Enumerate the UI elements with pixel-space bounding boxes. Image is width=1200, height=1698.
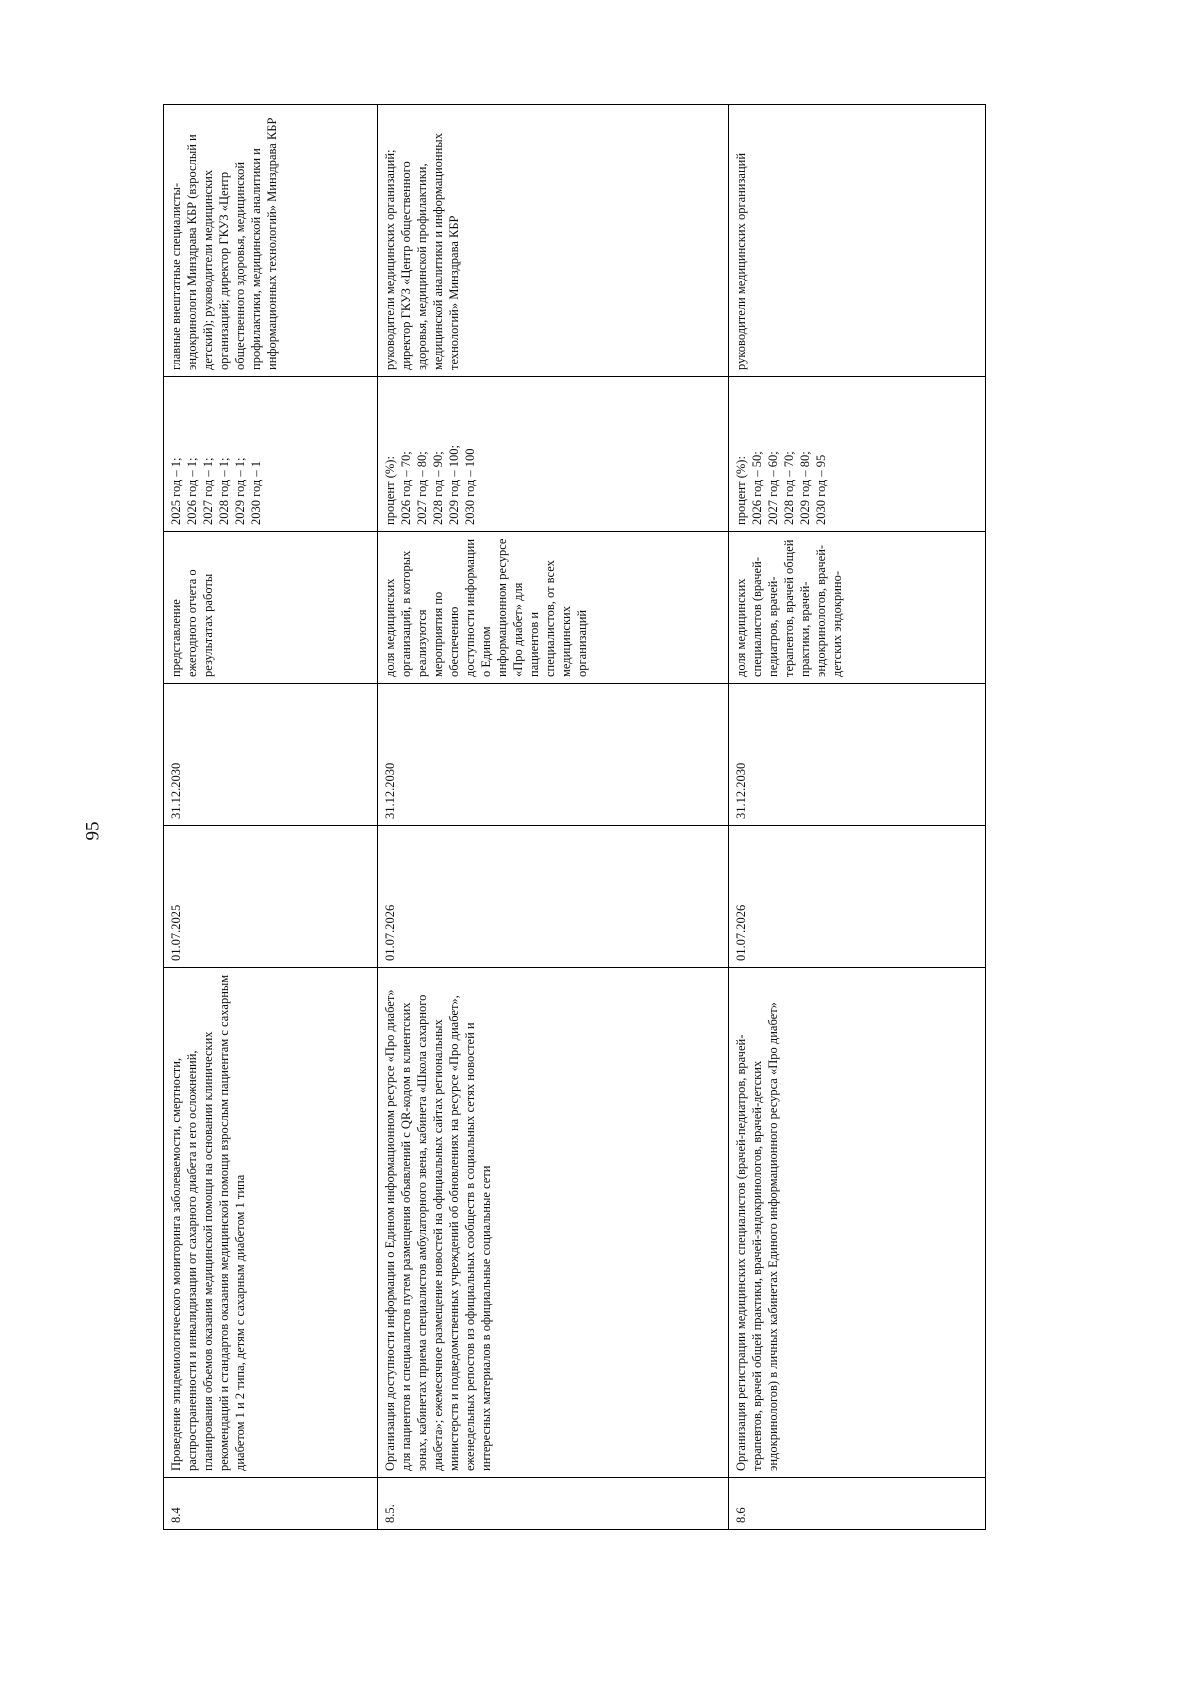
end-date: 31.12.2030 xyxy=(729,684,986,826)
responsible: главные внештатные специалисты-эндокринологи Минздрава КБР (взрослый и детский); руководители медицинских организаций; директор ГКУЗ «Центр общественного здоровья, медицинской профилактики, медицинской аналитики и информационных технологий» Минздрава КБР xyxy=(164,105,378,377)
target-values: процент (%): 2026 год – 50; 2027 год – 60; 2028 год – 70; 2029 год – 80; 2030 год – 95 xyxy=(729,377,986,532)
start-date: 01.07.2026 xyxy=(378,826,729,968)
start-date: 01.07.2025 xyxy=(164,826,378,968)
indicator: доля медицинских специалистов (врачей-педиатров, врачей-терапевтов, врачей общей практики, врачей-эндокринологов, врачей-детских эндокрино- xyxy=(729,532,986,684)
measures-table xyxy=(163,104,986,1530)
table-row xyxy=(378,105,729,1530)
measure-description: Организация регистрации медицинских специалистов (врачей-педиатров, врачей-терапевтов, врачей общей практики, врачей-эндокринологов, врачей-детских эндокринологов) в личных кабинетах Единого информационного ресурса «Про диабет» xyxy=(729,968,986,1478)
responsible: руководители медицинских организаций xyxy=(729,105,986,377)
indicator: представление ежегодного отчета о результатах работы xyxy=(164,532,378,684)
end-date: 31.12.2030 xyxy=(378,684,729,826)
row-number: 8.6 xyxy=(729,1478,986,1530)
end-date: 31.12.2030 xyxy=(164,684,378,826)
page-number: 95 xyxy=(82,821,104,841)
target-values: 2025 год – 1; 2026 год – 1; 2027 год – 1; 2028 год – 1; 2029 год – 1; 2030 год – 1 xyxy=(164,377,378,532)
measure-description: Проведение эпидемиологического мониторинга заболеваемости, смертности, распространенности и инвалидизации от сахарного диабета и его осложнений, планирования объемов оказания медицинской помощи на основании клинических рекомендаций и стандартов оказания медицинской помощи взрослым пациентам с сахарным диабетом 1 и 2 типа, детям с сахарным диабетом 1 типа xyxy=(164,968,378,1478)
responsible: руководители медицинских организаций; директор ГКУЗ «Центр общественного здоровья, медицинской профилактики, медицинской аналитики и информационных технологий» Минздрава КБР xyxy=(378,105,729,377)
row-number: 8.5. xyxy=(378,1478,729,1530)
table-row xyxy=(729,105,986,1530)
target-values: процент (%): 2026 год – 70; 2027 год – 80; 2028 год – 90; 2029 год – 100; 2030 год – 100 xyxy=(378,377,729,532)
indicator: доля медицинских организаций, в которых реализуются мероприятия по обеспечению доступности информации о Едином информационном ресурсе «Про диабет» для пациентов и специалистов, от всех медицинских организаций xyxy=(378,532,729,684)
measure-description: Организация доступности информации о Едином информационном ресурсе «Про диабет» для пациентов и специалистов путем размещения объявлений с QR-кодом в клиентских зонах, кабинетах приема специалистов амбулаторного звена, кабинета «Школа сахарного диабета»; ежемесячное размещение новостей на официальных сайтах региональных министерств и подведомственных учреждений об обновлениях на ресурсе «Про диабет», еженедельных репостов из официальных сообществ в социальных сетях новостей и интересных материалов в официальные социальные сети xyxy=(378,968,729,1478)
row-number: 8.4 xyxy=(164,1478,378,1530)
table-row xyxy=(164,105,378,1530)
rotated-table-wrapper xyxy=(163,105,993,1530)
start-date: 01.07.2026 xyxy=(729,826,986,968)
